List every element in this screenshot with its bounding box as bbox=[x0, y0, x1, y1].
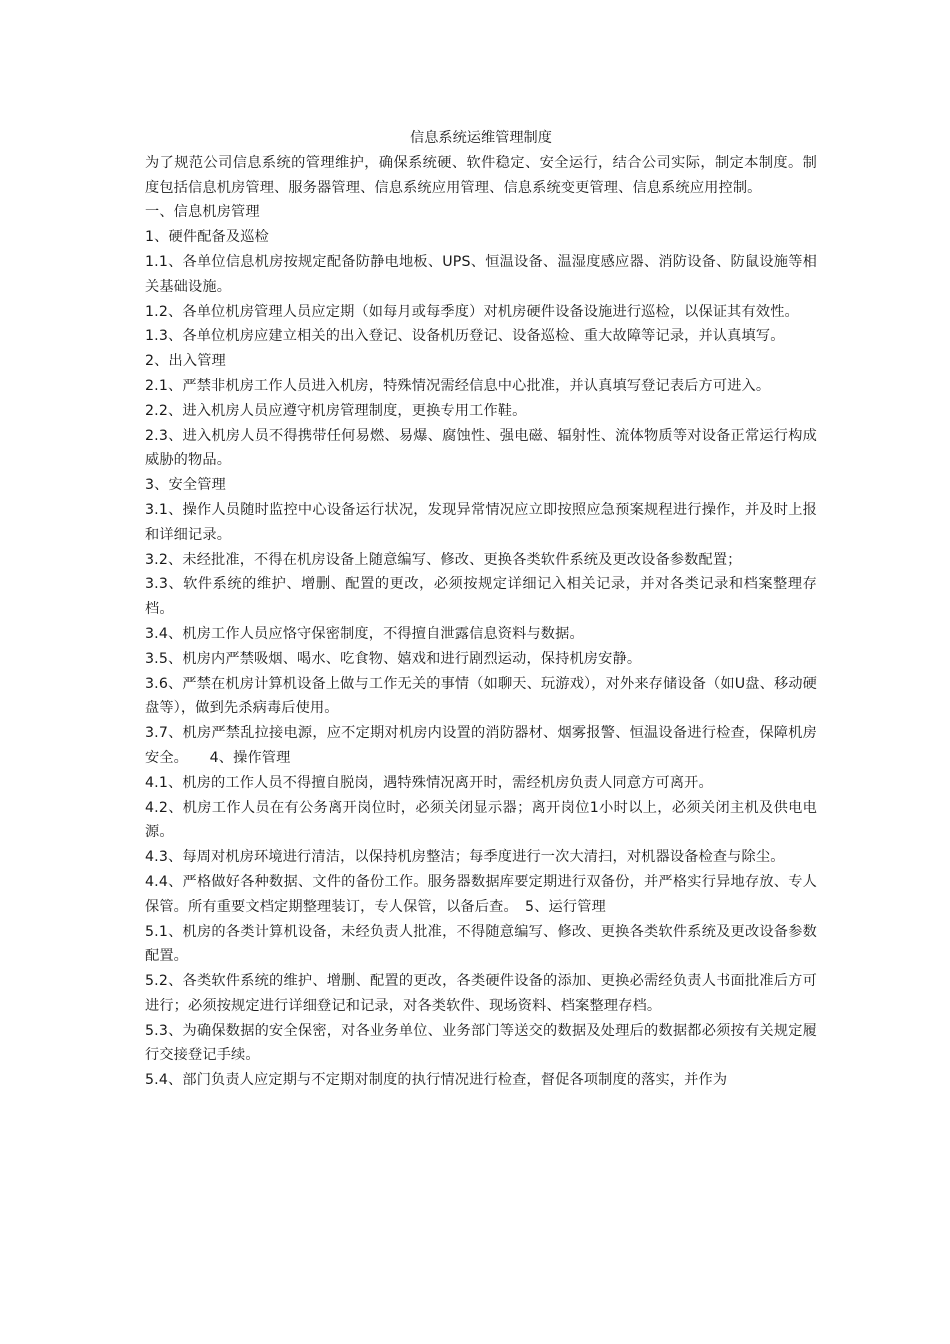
clause-paragraph: 5.4、部门负责人应定期与不定期对制度的执行情况进行检查，督促各项制度的落实，并作为 bbox=[145, 1072, 728, 1089]
intro-paragraph: 为了规范公司信息系统的管理维护，确保系统硬、软件稳定、安全运行，结合公司实际，制定本制度。制度包括信息机房管理、服务器管理、信息系统应用管理、信息系统变更管理、信息系统应用控制。 bbox=[145, 154, 817, 196]
clause-paragraph: 1.1、各单位信息机房按规定配备防静电地板、UPS、恒温设备、温湿度感应器、消防设备、防鼠设施等相关基础设施。 bbox=[145, 253, 817, 295]
document-body bbox=[145, 126, 817, 1093]
subsection-heading: 1、硬件配备及巡检 bbox=[145, 229, 269, 246]
clause-paragraph: 3.6、严禁在机房计算机设备上做与工作无关的事情（如聊天、玩游戏），对外来存储设备（如U盘、移动硬盘等），做到先杀病毒后使用。 bbox=[145, 675, 817, 717]
clause-paragraph: 3.3、软件系统的维护、增删、配置的更改，必须按规定详细记入相关记录，并对各类记录和档案整理存档。 bbox=[145, 576, 817, 618]
clause-paragraph: 3.2、未经批准，不得在机房设备上随意编写、修改、更换各类软件系统及更改设备参数配置； bbox=[145, 551, 742, 568]
clause-paragraph: 5.3、为确保数据的安全保密，对各业务单位、业务部门等送交的数据及处理后的数据都必须按有关规定履行交接登记手续。 bbox=[145, 1022, 817, 1064]
clause-paragraph: 2.1、严禁非机房工作人员进入机房，特殊情况需经信息中心批准，并认真填写登记表后方可进入。 bbox=[145, 377, 771, 394]
clause-paragraph: 2.3、进入机房人员不得携带任何易燃、易爆、腐蚀性、强电磁、辐射性、流体物质等对设备正常运行构成威胁的物品。 bbox=[145, 427, 817, 469]
clause-paragraph: 3.1、操作人员随时监控中心设备运行状况，发现异常情况应立即按照应急预案规程进行操作，并及时上报和详细记录。 bbox=[145, 501, 817, 543]
clause-paragraph: 1.2、各单位机房管理人员应定期（如每月或每季度）对机房硬件设备设施进行巡检，以保证其有效性。 bbox=[145, 303, 799, 320]
clause-paragraph: 3.7、机房严禁乱拉接电源，应不定期对机房内设置的消防器材、烟雾报警、恒温设备进行检查，保障机房安全。 4、操作管理 bbox=[145, 725, 817, 766]
clause-paragraph: 1.3、各单位机房应建立相关的出入登记、设备机历登记、设备巡检、重大故障等记录，并认真填写。 bbox=[145, 328, 785, 345]
subsection-heading: 3、安全管理 bbox=[145, 477, 226, 494]
clause-paragraph: 4.3、每周对机房环境进行清洁，以保持机房整洁；每季度进行一次大清扫，对机器设备检查与除尘。 bbox=[145, 849, 785, 866]
clause-paragraph: 3.4、机房工作人员应恪守保密制度，不得擅自泄露信息资料与数据。 bbox=[145, 625, 584, 642]
clause-paragraph: 2.2、进入机房人员应遵守机房管理制度，更换专用工作鞋。 bbox=[145, 402, 527, 419]
document-title: 信息系统运维管理制度 bbox=[410, 130, 552, 146]
clause-paragraph: 4.4、严格做好各种数据、文件的备份工作。服务器数据库要定期进行双备份，并严格实行异地存放、专人保管。所有重要文档定期整理装订，专人保管，以备后查。 5、运行管理 bbox=[145, 873, 817, 915]
clause-paragraph: 4.2、机房工作人员在有公务离开岗位时，必须关闭显示器；离开岗位1小时以上，必须关闭主机及供电电源。 bbox=[145, 799, 817, 841]
subsection-heading: 2、出入管理 bbox=[145, 353, 226, 370]
clause-paragraph: 5.1、机房的各类计算机设备，未经负责人批准，不得随意编写、修改、更换各类软件系统及更改设备参数配置。 bbox=[145, 923, 817, 965]
clause-paragraph: 3.5、机房内严禁吸烟、喝水、吃食物、嬉戏和进行剧烈运动，保持机房安静。 bbox=[145, 650, 642, 667]
clause-paragraph: 4.1、机房的工作人员不得擅自脱岗，遇特殊情况离开时，需经机房负责人同意方可离开。 bbox=[145, 774, 713, 791]
clause-paragraph: 5.2、各类软件系统的维护、增删、配置的更改，各类硬件设备的添加、更换必需经负责人书面批准后方可进行；必须按规定进行详细登记和记录，对各类软件、现场资料、档案整理存档。 bbox=[145, 973, 817, 1014]
section-heading-1: 一、信息机房管理 bbox=[145, 204, 260, 221]
